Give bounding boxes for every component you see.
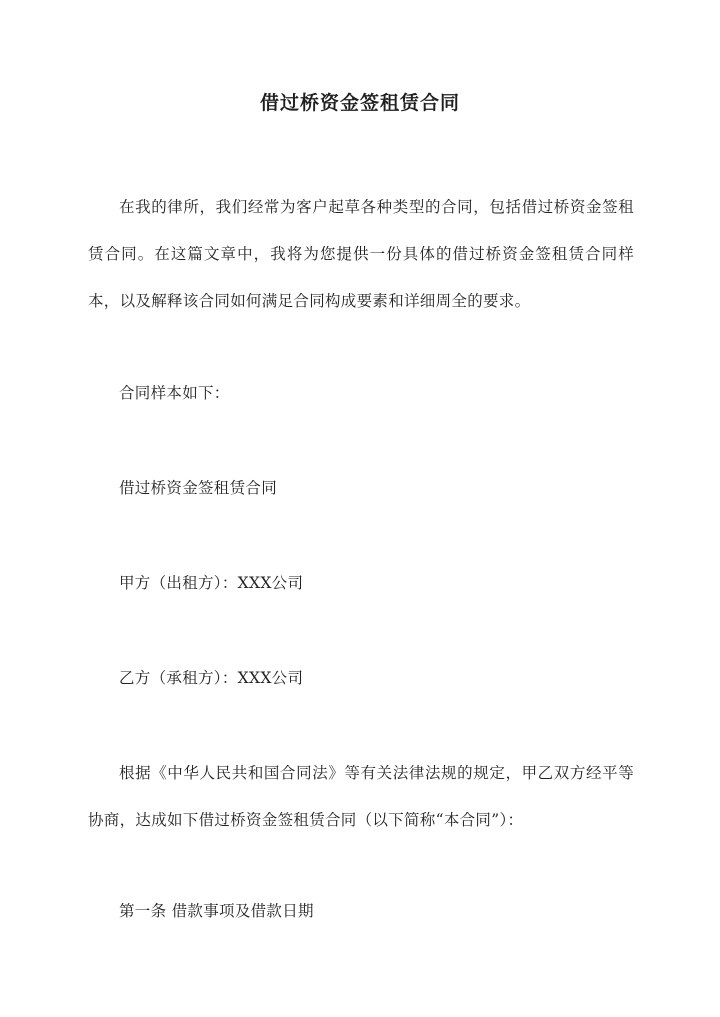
party-a-paragraph: 甲方（出租方）：XXX公司 [119,574,304,592]
sample-label-paragraph: 合同样本如下： [119,384,230,402]
article-1-heading: 第一条 借款事项及借款日期 [119,902,314,920]
legal-basis-paragraph: 根据《中华人民共和国合同法》等有关法律法规的规定，甲乙双方经平等协商，达成如下借过桥资金签租赁合同（以下简称“本合同”）： [88,764,634,829]
intro-paragraph: 在我的律所，我们经常为客户起草各种类型的合同，包括借过桥资金签租赁合同。在这篇文章中，我将为您提供一份具体的借过桥资金签租赁合同样本，以及解释该合同如何满足合同构成要素和详细周全的要求。 [88,198,634,310]
contract-title-paragraph: 借过桥资金签租赁合同 [119,479,278,497]
party-b-paragraph: 乙方（承租方）：XXX公司 [119,669,304,687]
document-title: 借过桥资金签租赁合同 [259,92,460,114]
